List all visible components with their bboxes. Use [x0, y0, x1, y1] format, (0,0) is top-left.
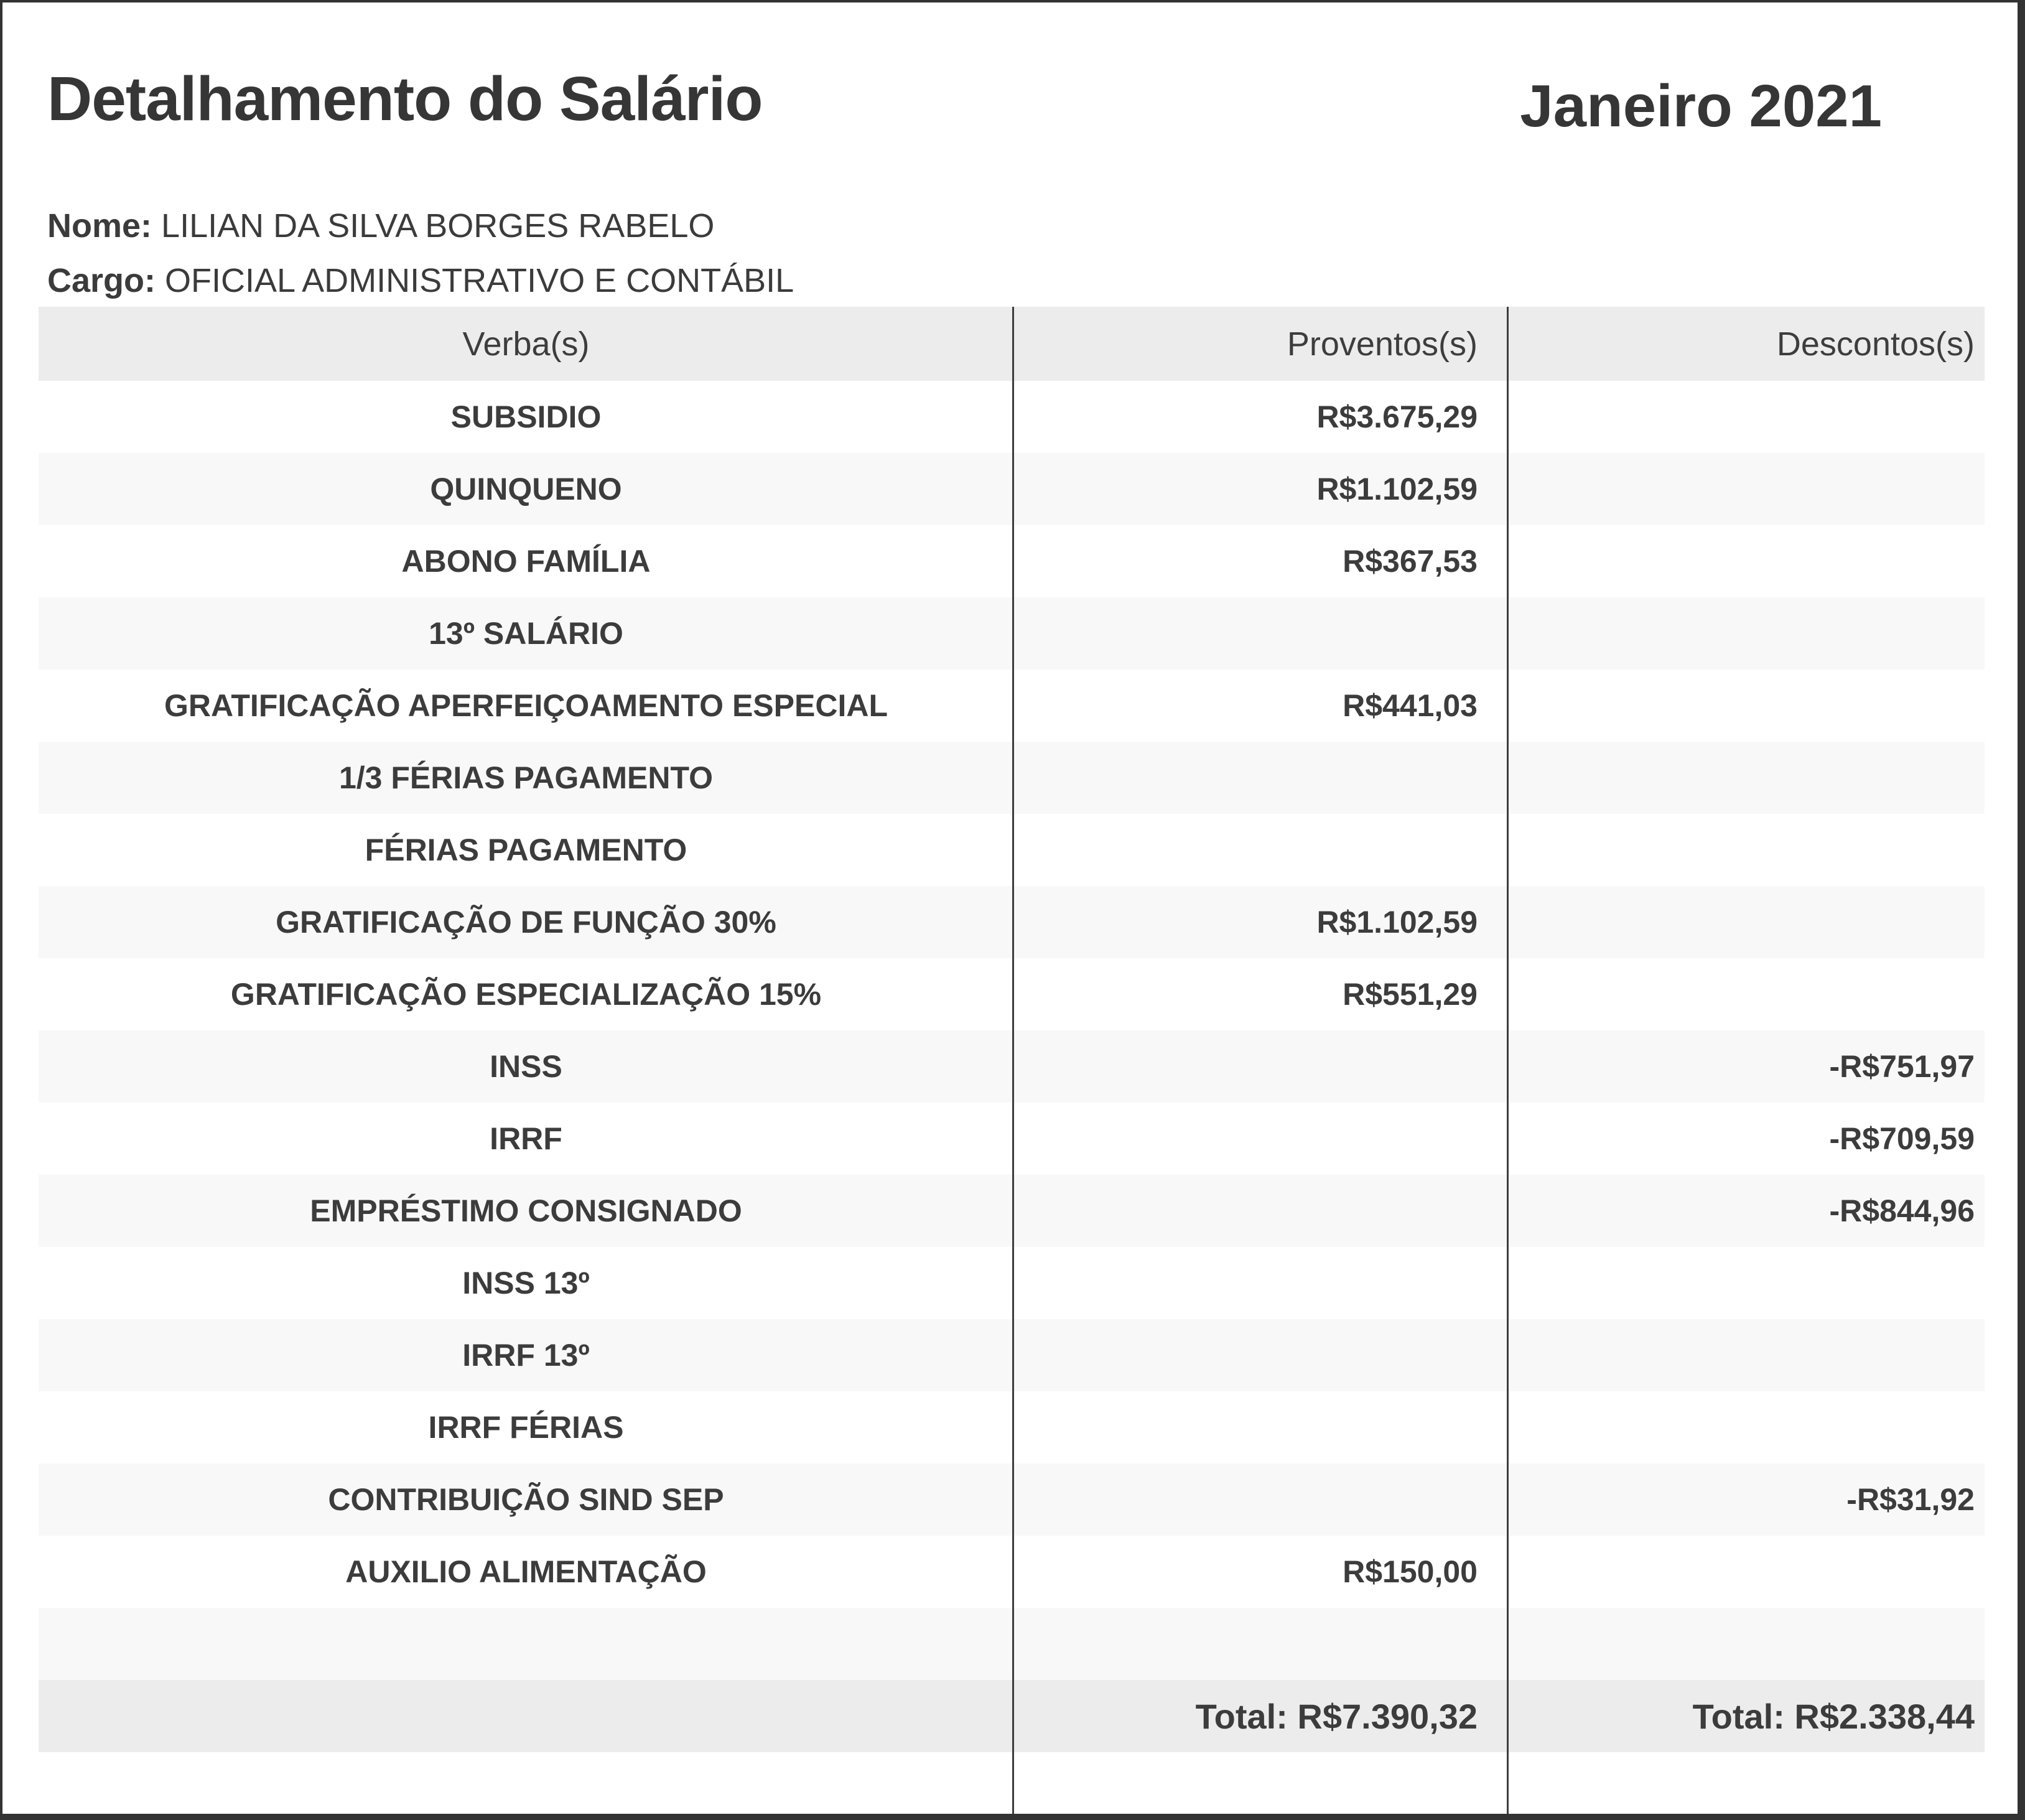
- provento-cell: [1013, 1103, 1509, 1175]
- provento-cell: [1013, 1391, 1509, 1463]
- desconto-cell: [1509, 670, 1985, 742]
- desconto-cell: -R$844,96: [1829, 1193, 1975, 1228]
- desconto-cell: -R$709,59: [1829, 1121, 1975, 1156]
- verba-cell: IRRF: [490, 1121, 562, 1156]
- table-row: [39, 381, 1985, 453]
- verba-cell: EMPRÉSTIMO CONSIGNADO: [310, 1193, 742, 1228]
- column-header-descontos: Descontos(s): [1776, 325, 1975, 363]
- desconto-cell: [1509, 1391, 1985, 1463]
- verba-cell: ABONO FAMÍLIA: [401, 544, 651, 579]
- desconto-cell: [1509, 814, 1985, 886]
- role-label: Cargo:: [47, 262, 156, 299]
- table-row-empty: [39, 1608, 1985, 1680]
- provento-cell: R$441,03: [1343, 688, 1478, 723]
- page-title: Detalhamento do Salário: [47, 64, 763, 134]
- provento-cell: [1013, 1463, 1509, 1536]
- column-header-proventos: Proventos(s): [1287, 325, 1478, 363]
- verba-cell: IRRF FÉRIAS: [428, 1410, 624, 1445]
- provento-cell: [1013, 742, 1509, 814]
- employee-role-line: [47, 261, 794, 300]
- desconto-cell: [1509, 597, 1985, 670]
- employee-name: LILIAN DA SILVA BORGES RABELO: [161, 207, 715, 245]
- verba-cell: FÉRIAS PAGAMENTO: [365, 833, 687, 867]
- table-row: [39, 1103, 1985, 1175]
- desconto-cell: [1509, 1319, 1985, 1391]
- desconto-cell: -R$751,97: [1829, 1049, 1975, 1084]
- table-row: [39, 1319, 1985, 1391]
- desconto-cell: [1509, 525, 1985, 597]
- verba-cell: IRRF 13º: [462, 1338, 590, 1373]
- provento-cell: R$367,53: [1343, 544, 1478, 579]
- provento-cell: [1013, 1247, 1509, 1319]
- employee-role: OFICIAL ADMINISTRATIVO E CONTÁBIL: [165, 262, 794, 299]
- employee-name-line: [47, 207, 714, 245]
- table-row: [39, 1463, 1985, 1536]
- desconto-cell: [1509, 886, 1985, 958]
- verba-cell: GRATIFICAÇÃO APERFEIÇOAMENTO ESPECIAL: [164, 688, 888, 723]
- table-row: [39, 742, 1985, 814]
- desconto-cell: [1509, 742, 1985, 814]
- name-label: Nome:: [47, 207, 152, 245]
- table-body: [39, 381, 1985, 1680]
- provento-cell: R$150,00: [1343, 1554, 1478, 1589]
- provento-cell: [1013, 597, 1509, 670]
- provento-cell: R$551,29: [1343, 977, 1478, 1012]
- total-proventos: Total: R$7.390,32: [1195, 1696, 1478, 1736]
- verba-cell: SUBSIDIO: [450, 399, 602, 434]
- desconto-cell: [1509, 1247, 1985, 1319]
- verba-cell: INSS 13º: [462, 1266, 590, 1300]
- provento-cell: R$1.102,59: [1316, 472, 1478, 506]
- total-verba-cell: [39, 1680, 1013, 1752]
- verba-cell: 13º SALÁRIO: [429, 616, 623, 651]
- provento-cell: [1013, 1030, 1509, 1103]
- provento-cell: R$1.102,59: [1316, 905, 1478, 940]
- table-header-row: [39, 307, 1985, 381]
- total-descontos: Total: R$2.338,44: [1692, 1696, 1975, 1736]
- table-row: [39, 814, 1985, 886]
- provento-cell: [1013, 814, 1509, 886]
- table-row: [39, 886, 1985, 958]
- verba-cell: [39, 1608, 1013, 1680]
- desconto-cell: -R$31,92: [1846, 1482, 1975, 1517]
- table-row: [39, 453, 1985, 525]
- table-total-row: [39, 1680, 1985, 1752]
- column-header-verba: Verba(s): [462, 325, 590, 363]
- table-row: [39, 958, 1985, 1030]
- verba-cell: GRATIFICAÇÃO ESPECIALIZAÇÃO 15%: [230, 977, 822, 1012]
- table-row: [39, 670, 1985, 742]
- verba-cell: GRATIFICAÇÃO DE FUNÇÃO 30%: [276, 905, 776, 940]
- provento-cell: [1013, 1319, 1509, 1391]
- desconto-cell: [1509, 453, 1985, 525]
- period-label: Janeiro 2021: [1520, 73, 1882, 139]
- table-row: [39, 1391, 1985, 1463]
- verba-cell: AUXILIO ALIMENTAÇÃO: [345, 1554, 707, 1589]
- column-divider-proventos-descontos: [1507, 307, 1509, 1814]
- table-row: [39, 525, 1985, 597]
- provento-cell: [1013, 1175, 1509, 1247]
- verba-cell: 1/3 FÉRIAS PAGAMENTO: [338, 760, 714, 795]
- table-row: [39, 1536, 1985, 1608]
- provento-cell: [1013, 1608, 1509, 1680]
- column-divider-verba-proventos: [1012, 307, 1014, 1814]
- verba-cell: INSS: [490, 1049, 562, 1084]
- table-row: [39, 1175, 1985, 1247]
- table-row: [39, 1030, 1985, 1103]
- verba-cell: CONTRIBUIÇÃO SIND SEP: [328, 1482, 724, 1517]
- desconto-cell: [1509, 381, 1985, 453]
- desconto-cell: [1509, 958, 1985, 1030]
- provento-cell: R$3.675,29: [1316, 399, 1478, 434]
- table-row: [39, 1247, 1985, 1319]
- desconto-cell: [1509, 1608, 1985, 1680]
- desconto-cell: [1509, 1536, 1985, 1608]
- salary-table: [39, 307, 1985, 1752]
- verba-cell: QUINQUENO: [430, 472, 622, 506]
- table-row: [39, 597, 1985, 670]
